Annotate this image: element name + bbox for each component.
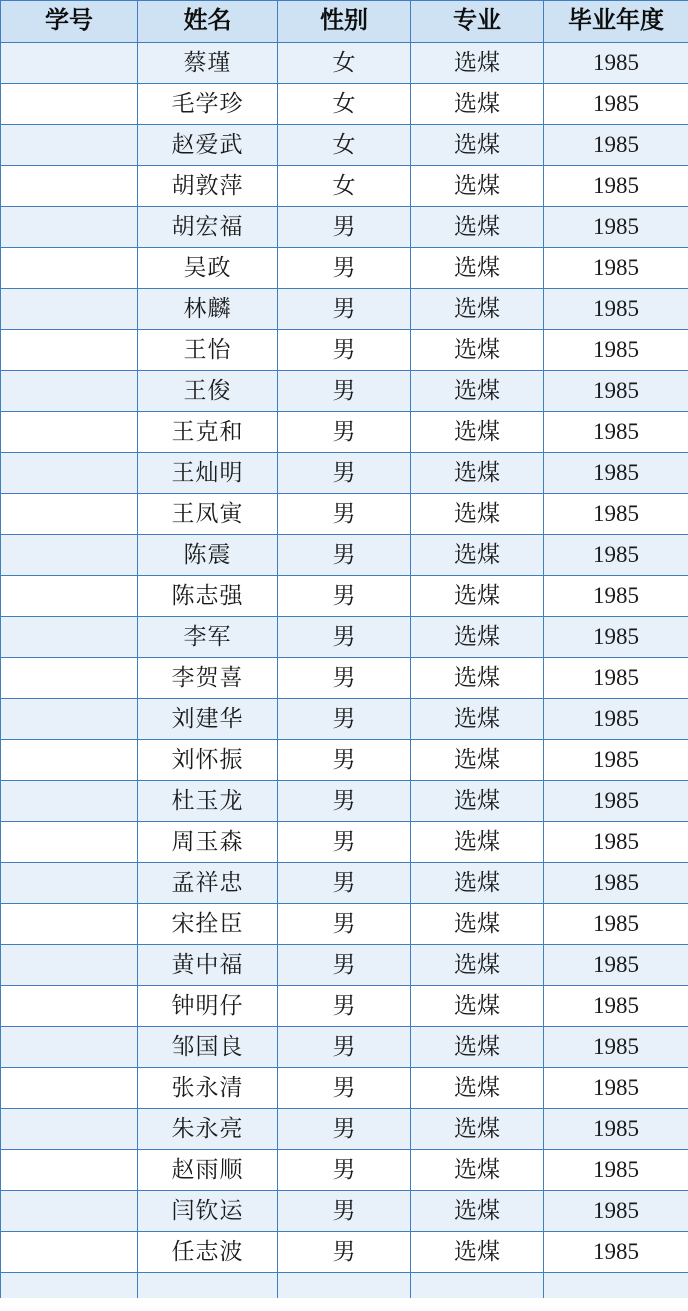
cell-student-id	[1, 207, 138, 248]
cell-student-id	[1, 125, 138, 166]
cell-student-id	[1, 371, 138, 412]
cell-name: 邹国良	[138, 1027, 278, 1068]
table-row	[1, 494, 688, 535]
cell-name: 朱永亮	[138, 1109, 278, 1150]
cell-student-id	[1, 289, 138, 330]
cell-graduation-year: 1985	[544, 576, 688, 617]
cell-gender: 男	[278, 330, 411, 371]
table-row	[1, 412, 688, 453]
cell-student-id	[1, 699, 138, 740]
cell-partial	[544, 1273, 688, 1299]
cell-student-id	[1, 822, 138, 863]
cell-major: 选煤	[411, 781, 544, 822]
table-row	[1, 371, 688, 412]
cell-name: 刘怀振	[138, 740, 278, 781]
cell-student-id	[1, 781, 138, 822]
cell-gender: 男	[278, 945, 411, 986]
cell-student-id	[1, 740, 138, 781]
cell-major: 选煤	[411, 576, 544, 617]
cell-major: 选煤	[411, 535, 544, 576]
cell-major: 选煤	[411, 986, 544, 1027]
cell-name: 赵雨顺	[138, 1150, 278, 1191]
cell-major: 选煤	[411, 248, 544, 289]
table-row	[1, 535, 688, 576]
cell-graduation-year: 1985	[544, 371, 688, 412]
cell-major: 选煤	[411, 453, 544, 494]
cell-graduation-year: 1985	[544, 1191, 688, 1232]
cell-graduation-year: 1985	[544, 863, 688, 904]
table-body	[1, 43, 688, 1299]
cell-major: 选煤	[411, 740, 544, 781]
cell-student-id	[1, 84, 138, 125]
cell-major: 选煤	[411, 166, 544, 207]
table-row	[1, 1068, 688, 1109]
cell-gender: 男	[278, 863, 411, 904]
cell-student-id	[1, 986, 138, 1027]
cell-name: 林麟	[138, 289, 278, 330]
cell-major: 选煤	[411, 904, 544, 945]
cell-name: 吴政	[138, 248, 278, 289]
table-row	[1, 945, 688, 986]
cell-graduation-year: 1985	[544, 535, 688, 576]
table-row	[1, 43, 688, 84]
cell-name: 王灿明	[138, 453, 278, 494]
table-row	[1, 740, 688, 781]
cell-gender: 男	[278, 1150, 411, 1191]
cell-gender: 男	[278, 699, 411, 740]
cell-gender: 男	[278, 1027, 411, 1068]
cell-graduation-year: 1985	[544, 453, 688, 494]
table-row	[1, 84, 688, 125]
cell-student-id	[1, 1068, 138, 1109]
cell-name: 胡敦萍	[138, 166, 278, 207]
table-row	[1, 781, 688, 822]
cell-partial	[278, 1273, 411, 1299]
cell-graduation-year: 1985	[544, 1232, 688, 1273]
cell-major: 选煤	[411, 617, 544, 658]
cell-major: 选煤	[411, 1068, 544, 1109]
column-header-student-id: 学号	[1, 1, 138, 43]
cell-gender: 男	[278, 904, 411, 945]
cell-partial	[138, 1273, 278, 1299]
cell-student-id	[1, 945, 138, 986]
cell-graduation-year: 1985	[544, 699, 688, 740]
table-row	[1, 289, 688, 330]
cell-major: 选煤	[411, 289, 544, 330]
cell-major: 选煤	[411, 863, 544, 904]
table-row	[1, 699, 688, 740]
cell-student-id	[1, 1109, 138, 1150]
cell-major: 选煤	[411, 330, 544, 371]
cell-gender: 男	[278, 822, 411, 863]
table-row	[1, 863, 688, 904]
column-header-major: 专业	[411, 1, 544, 43]
cell-name: 黄中福	[138, 945, 278, 986]
cell-gender: 男	[278, 617, 411, 658]
cell-major: 选煤	[411, 822, 544, 863]
cell-partial	[411, 1273, 544, 1299]
cell-gender: 男	[278, 781, 411, 822]
cell-student-id	[1, 248, 138, 289]
cell-student-id	[1, 330, 138, 371]
cell-partial	[1, 1273, 138, 1299]
cell-name: 宋拴臣	[138, 904, 278, 945]
cell-student-id	[1, 1150, 138, 1191]
table-row	[1, 125, 688, 166]
cell-gender: 男	[278, 535, 411, 576]
cell-student-id	[1, 904, 138, 945]
cell-gender: 男	[278, 1232, 411, 1273]
table-row	[1, 453, 688, 494]
cell-name: 陈震	[138, 535, 278, 576]
cell-major: 选煤	[411, 125, 544, 166]
cell-gender: 男	[278, 576, 411, 617]
cell-gender: 男	[278, 207, 411, 248]
cell-major: 选煤	[411, 1150, 544, 1191]
table-header	[1, 1, 688, 43]
cell-name: 王凤寅	[138, 494, 278, 535]
cell-gender: 男	[278, 248, 411, 289]
table-row	[1, 1027, 688, 1068]
cell-name: 杜玉龙	[138, 781, 278, 822]
cell-name: 钟明仔	[138, 986, 278, 1027]
cell-graduation-year: 1985	[544, 986, 688, 1027]
cell-gender: 男	[278, 1191, 411, 1232]
cell-student-id	[1, 576, 138, 617]
cell-graduation-year: 1985	[544, 945, 688, 986]
table-row	[1, 576, 688, 617]
table-row	[1, 986, 688, 1027]
cell-student-id	[1, 1027, 138, 1068]
cell-major: 选煤	[411, 1027, 544, 1068]
table-row	[1, 1191, 688, 1232]
cell-major: 选煤	[411, 658, 544, 699]
cell-name: 闫钦运	[138, 1191, 278, 1232]
cell-major: 选煤	[411, 494, 544, 535]
cell-gender: 女	[278, 43, 411, 84]
table-row	[1, 1109, 688, 1150]
column-header-graduation-year: 毕业年度	[544, 1, 688, 43]
cell-gender: 女	[278, 166, 411, 207]
cell-major: 选煤	[411, 84, 544, 125]
column-header-gender: 性别	[278, 1, 411, 43]
cell-major: 选煤	[411, 1232, 544, 1273]
table-row	[1, 248, 688, 289]
cell-student-id	[1, 658, 138, 699]
cell-graduation-year: 1985	[544, 1068, 688, 1109]
cell-graduation-year: 1985	[544, 740, 688, 781]
cell-graduation-year: 1985	[544, 1150, 688, 1191]
table-row	[1, 904, 688, 945]
cell-name: 胡宏福	[138, 207, 278, 248]
cell-graduation-year: 1985	[544, 84, 688, 125]
cell-gender: 男	[278, 986, 411, 1027]
cell-gender: 男	[278, 494, 411, 535]
cell-name: 赵爱武	[138, 125, 278, 166]
cell-gender: 男	[278, 289, 411, 330]
table-row	[1, 822, 688, 863]
cell-graduation-year: 1985	[544, 822, 688, 863]
cell-name: 刘建华	[138, 699, 278, 740]
cell-student-id	[1, 535, 138, 576]
cell-major: 选煤	[411, 1109, 544, 1150]
cell-student-id	[1, 494, 138, 535]
cell-gender: 男	[278, 658, 411, 699]
cell-graduation-year: 1985	[544, 1109, 688, 1150]
cell-major: 选煤	[411, 371, 544, 412]
cell-student-id	[1, 166, 138, 207]
cell-major: 选煤	[411, 1191, 544, 1232]
cell-graduation-year: 1985	[544, 1027, 688, 1068]
table-row-partial	[1, 1273, 688, 1299]
table-row	[1, 1150, 688, 1191]
cell-name: 王怡	[138, 330, 278, 371]
cell-student-id	[1, 412, 138, 453]
cell-graduation-year: 1985	[544, 289, 688, 330]
table-row	[1, 166, 688, 207]
cell-name: 张永清	[138, 1068, 278, 1109]
cell-gender: 男	[278, 1109, 411, 1150]
cell-graduation-year: 1985	[544, 412, 688, 453]
cell-gender: 男	[278, 371, 411, 412]
cell-name: 任志波	[138, 1232, 278, 1273]
cell-gender: 男	[278, 1068, 411, 1109]
cell-name: 王俊	[138, 371, 278, 412]
cell-student-id	[1, 863, 138, 904]
cell-name: 陈志强	[138, 576, 278, 617]
cell-major: 选煤	[411, 945, 544, 986]
cell-graduation-year: 1985	[544, 904, 688, 945]
cell-name: 毛学珍	[138, 84, 278, 125]
table-row	[1, 658, 688, 699]
cell-major: 选煤	[411, 412, 544, 453]
cell-name: 王克和	[138, 412, 278, 453]
cell-gender: 男	[278, 412, 411, 453]
cell-name: 李贺喜	[138, 658, 278, 699]
cell-name: 周玉森	[138, 822, 278, 863]
table-row	[1, 207, 688, 248]
cell-student-id	[1, 453, 138, 494]
cell-gender: 女	[278, 125, 411, 166]
cell-graduation-year: 1985	[544, 207, 688, 248]
cell-gender: 男	[278, 453, 411, 494]
cell-gender: 女	[278, 84, 411, 125]
cell-graduation-year: 1985	[544, 125, 688, 166]
cell-graduation-year: 1985	[544, 166, 688, 207]
cell-major: 选煤	[411, 699, 544, 740]
cell-major: 选煤	[411, 43, 544, 84]
cell-name: 孟祥忠	[138, 863, 278, 904]
cell-major: 选煤	[411, 207, 544, 248]
header-row	[1, 1, 688, 43]
column-header-name: 姓名	[138, 1, 278, 43]
cell-graduation-year: 1985	[544, 248, 688, 289]
cell-graduation-year: 1985	[544, 330, 688, 371]
cell-student-id	[1, 1191, 138, 1232]
cell-name: 李军	[138, 617, 278, 658]
cell-student-id	[1, 617, 138, 658]
cell-name: 蔡瑾	[138, 43, 278, 84]
cell-student-id	[1, 43, 138, 84]
cell-gender: 男	[278, 740, 411, 781]
cell-graduation-year: 1985	[544, 617, 688, 658]
table-row	[1, 330, 688, 371]
cell-graduation-year: 1985	[544, 658, 688, 699]
cell-graduation-year: 1985	[544, 781, 688, 822]
cell-graduation-year: 1985	[544, 494, 688, 535]
cell-graduation-year: 1985	[544, 43, 688, 84]
table-row	[1, 617, 688, 658]
cell-student-id	[1, 1232, 138, 1273]
table-row	[1, 1232, 688, 1273]
